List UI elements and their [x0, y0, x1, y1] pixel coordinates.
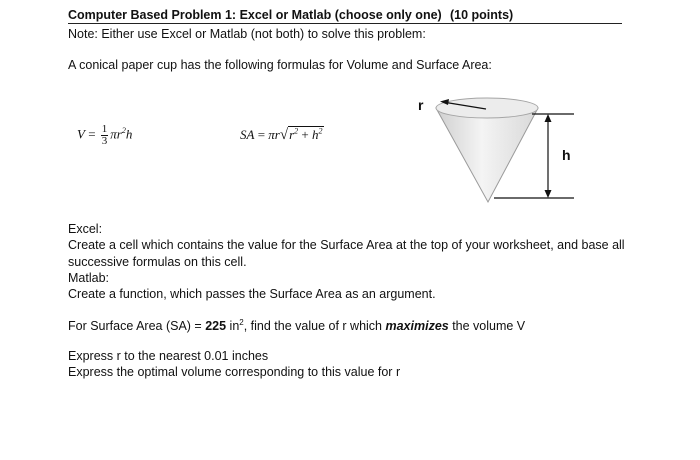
express-r-instruction: Express r to the nearest 0.01 inches	[68, 349, 269, 363]
volume-frac-den: 3	[101, 135, 108, 147]
express-volume-instruction: Express the optimal volume corresponding to this value for r	[68, 365, 401, 379]
volume-h: h	[125, 126, 133, 142]
cone-rim	[436, 98, 538, 118]
sa-radicand-h: h	[312, 127, 319, 142]
excel-heading: Excel:	[68, 222, 103, 236]
header-divider	[68, 23, 622, 24]
maximizes-emphasis: maximizes	[385, 319, 449, 333]
sa-radicand-exp2: 2	[318, 126, 323, 136]
matlab-heading: Matlab:	[68, 271, 109, 285]
surface-area-formula	[240, 126, 324, 144]
volume-fraction	[101, 124, 109, 147]
height-label: h	[562, 147, 571, 163]
problem-title: Computer Based Problem 1: Excel or Matlab (choose only one)	[68, 8, 442, 22]
volume-exponent: 2	[121, 126, 126, 136]
sqrt-icon: √	[279, 127, 289, 143]
excel-instruction-1: Create a cell which contains the value for the Surface Area at the top of your worksheet, and base all	[68, 238, 625, 252]
sa-pi-r: πr	[268, 127, 280, 142]
sa-lhs: SA	[240, 127, 255, 142]
sa-statement-post: the volume V	[448, 319, 526, 333]
sa-equals: =	[254, 127, 269, 142]
matlab-instruction: Create a function, which passes the Surface Area as an argument.	[68, 287, 436, 301]
points-label: (10 points)	[450, 8, 514, 22]
sa-radicand-plus: +	[298, 127, 313, 142]
intro-text: A conical paper cup has the following formulas for Volume and Surface Area:	[68, 58, 492, 72]
sa-radicand	[288, 126, 323, 143]
volume-frac-num: 1	[101, 123, 108, 135]
sa-statement-mid: , find the value of r which	[243, 319, 386, 333]
sa-radicand-exp1: 2	[294, 126, 299, 136]
note-text: Note: Either use Excel or Matlab (not both) to solve this problem:	[68, 27, 426, 41]
sa-value: 225	[205, 319, 227, 333]
height-arrowhead-bottom	[545, 190, 552, 198]
sa-problem-statement	[68, 319, 525, 333]
excel-instruction-2: successive formulas on this cell.	[68, 255, 247, 269]
volume-pi-r: πr	[110, 126, 122, 142]
sa-unit: in	[226, 319, 240, 333]
height-arrowhead-top	[545, 114, 552, 122]
sa-statement-pre: For Surface Area (SA) =	[68, 319, 206, 333]
radius-label: r	[418, 97, 424, 113]
sa-radicand-r: r	[289, 127, 295, 142]
sa-unit-exponent: 2	[239, 317, 244, 327]
volume-lhs: V	[77, 126, 85, 142]
volume-equals: =	[84, 126, 99, 142]
volume-formula	[77, 124, 132, 147]
